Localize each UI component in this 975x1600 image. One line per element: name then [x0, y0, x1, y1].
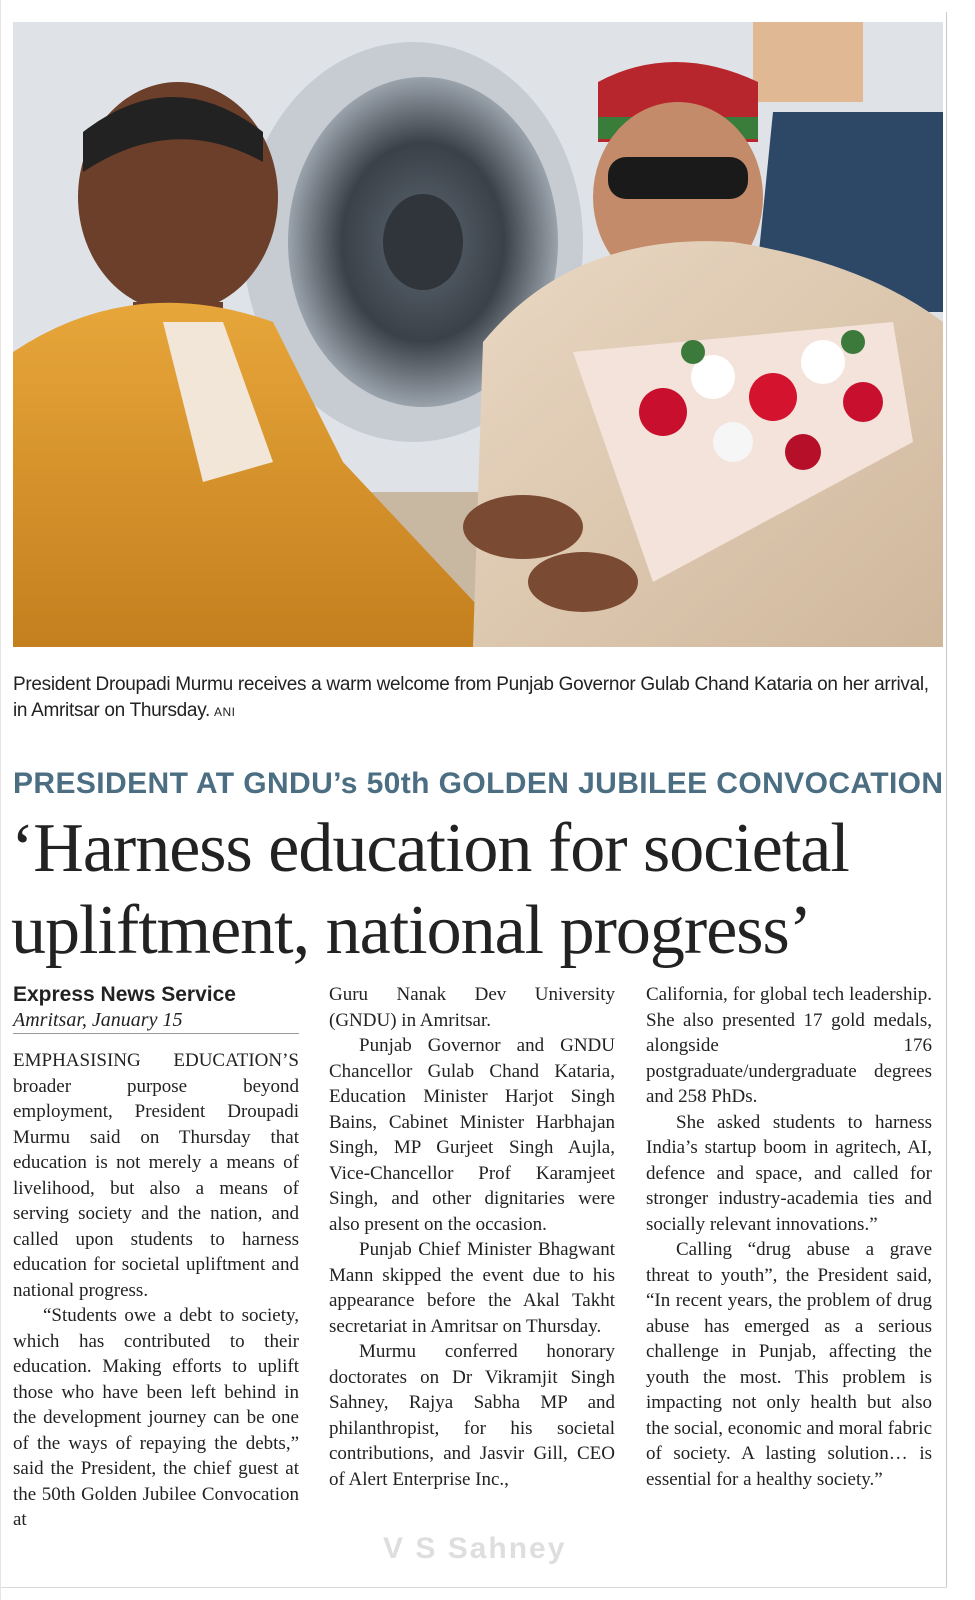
bottom-rule	[1, 1587, 947, 1588]
byline-divider	[13, 1033, 299, 1034]
headline-line-1: ‘Harness education for societal	[11, 810, 849, 887]
paragraph: She asked students to harness India’s startup boom in agritech, AI, defence and space, and called for stronger industry-academia ties and socially relevant innovations.”	[646, 1111, 932, 1235]
byline: Express News Service	[13, 983, 236, 1006]
paragraph: Guru Nanak Dev University (GNDU) in Amritsar.	[329, 984, 615, 1031]
watermark: V S Sahney	[383, 1532, 567, 1565]
headline	[11, 808, 946, 972]
paragraph: Calling “drug abuse a grave threat to youth”, the President said, “In recent years, the problem of drug abuse has emerged as a serious challenge in Punjab, affecting the youth the most. This problem is impacting not only health but also the social, economic and moral fabric of society. A lasting solution… is essential for a healthy society.”	[646, 1239, 932, 1490]
paragraph: EMPHASISING EDUCATION’S broader purpose beyond employment, President Droupadi Murmu said on Thursday that education is not merely a means of livelihood, but also a means of serving society and the nation, and called upon students to harness education for societal upliftment and national progress.	[13, 1050, 299, 1301]
dateline: Amritsar, January 15	[13, 1009, 183, 1031]
article-column-1	[13, 982, 299, 1533]
headline-line-2: upliftment, national progress’	[11, 892, 812, 969]
paragraph: Punjab Governor and GNDU Chancellor Gulab Chand Kataria, Education Minister Harjot Singh Bains, Cabinet Minister Harbhajan Singh, MP Gurjeet Singh Aujla, Vice-Chancellor Prof Karamjeet Singh, and other dignitaries were also present on the occasion.	[329, 1035, 615, 1235]
paragraph: Punjab Chief Minister Bhagwant Mann skipped the event due to his appearance before the Akal Takht secretariat in Amritsar on Thursday.	[329, 1239, 615, 1337]
column-rule	[946, 12, 947, 1588]
paragraph: California, for global tech leadership. She also presented 17 gold medals, alongside 176 postgraduate/undergraduate degrees and 258 PhDs.	[646, 984, 932, 1107]
caption-text: President Droupadi Murmu receives a warm welcome from Punjab Governor Gulab Chand Kataria on her arrival, in Amritsar on Thursday.	[13, 674, 929, 721]
article-column-3	[646, 982, 932, 1492]
kicker: PRESIDENT AT GNDU’s 50th GOLDEN JUBILEE CONVOCATION	[13, 767, 944, 800]
paragraph: Murmu conferred honorary doctorates on Dr Vikramjit Singh Sahney, Rajya Sabha MP and philanthropist, for his societal contributions, and Jasvir Gill, CEO of Alert Enterprise Inc.,	[329, 1341, 615, 1490]
photo-caption	[13, 672, 933, 725]
photo-credit: ANI	[213, 705, 236, 719]
photo-illustration	[13, 22, 943, 647]
news-photo	[13, 22, 943, 647]
paragraph: “Students owe a debt to society, which has contributed to their education. Making efforts to uplift those who have been left behind in the development journey can be one of the ways of repaying the debts,” said the President, the chief guest at the 50th Golden Jubilee Convocation at	[13, 1305, 299, 1530]
article-column-2	[329, 982, 615, 1492]
